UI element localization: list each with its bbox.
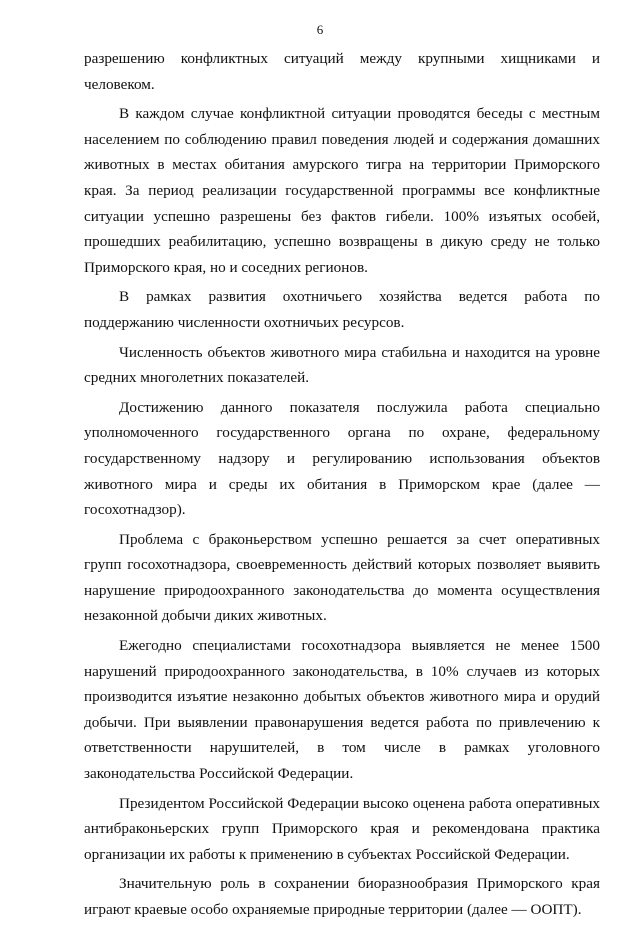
paragraph-7: Ежегодно специалистами госохотнадзора выявляется не менее 1500 нарушений природоохранного законодательства, в 10% случаев из которых производится изъятие незаконно добытых объектов животного мира и орудий добычи. При выявлении правонарушения ведется работа по привлечению к ответственности нарушителей, в том числе в рамках уголовного законодательства Российской Федерации.: [84, 637, 600, 783]
paragraph-2: В каждом случае конфликтной ситуации проводятся беседы с местным населением по соблюдению правил поведения людей и содержания домашних животных в местах обитания амурского тигра на территории Приморского края. За период реализации государственной программы все конфликтные ситуации успешно разрешены без фактов гибели. 100% изъятых особей, прошедших реабилитацию, успешно возвращены в дикую среду не только Приморского края, но и соседних регионов.: [84, 105, 600, 276]
paragraph-1: разрешению конфликтных ситуаций между крупными хищниками и человеком.: [84, 50, 600, 93]
paragraph-8: Президентом Российской Федерации высоко оценена работа оперативных антибраконьерских групп Приморского края и рекомендована практика организации их работы к применению в субъектах Российской Федерации.: [84, 794, 600, 863]
document-body: [84, 46, 600, 927]
paragraph-9: Значительную роль в сохранении биоразнообразия Приморского края играют краевые особо охраняемые природные территории (далее — ООПТ).: [84, 875, 600, 918]
page-number: 6: [316, 22, 324, 37]
paragraph-5: Достижению данного показателя послужила работа специально уполномоченного государственного органа по охране, федеральному государственному надзору и регулированию использования объектов животного мира и среды их обитания в Приморском крае (далее — госохотнадзор).: [84, 398, 600, 519]
paragraph-6: Проблема с браконьерством успешно решается за счет оперативных групп госохотнадзора, своевременность действий которых позволяет выявить нарушение природоохранного законодательства до момента осуществления незаконной добычи диких животных.: [84, 530, 600, 625]
paragraph-4: Численность объектов животного мира стабильна и находится на уровне средних многолетних показателей.: [84, 343, 600, 387]
paragraph-3: В рамках развития охотничьего хозяйства ведется работа по поддержанию численности охотничьих ресурсов.: [84, 288, 600, 331]
